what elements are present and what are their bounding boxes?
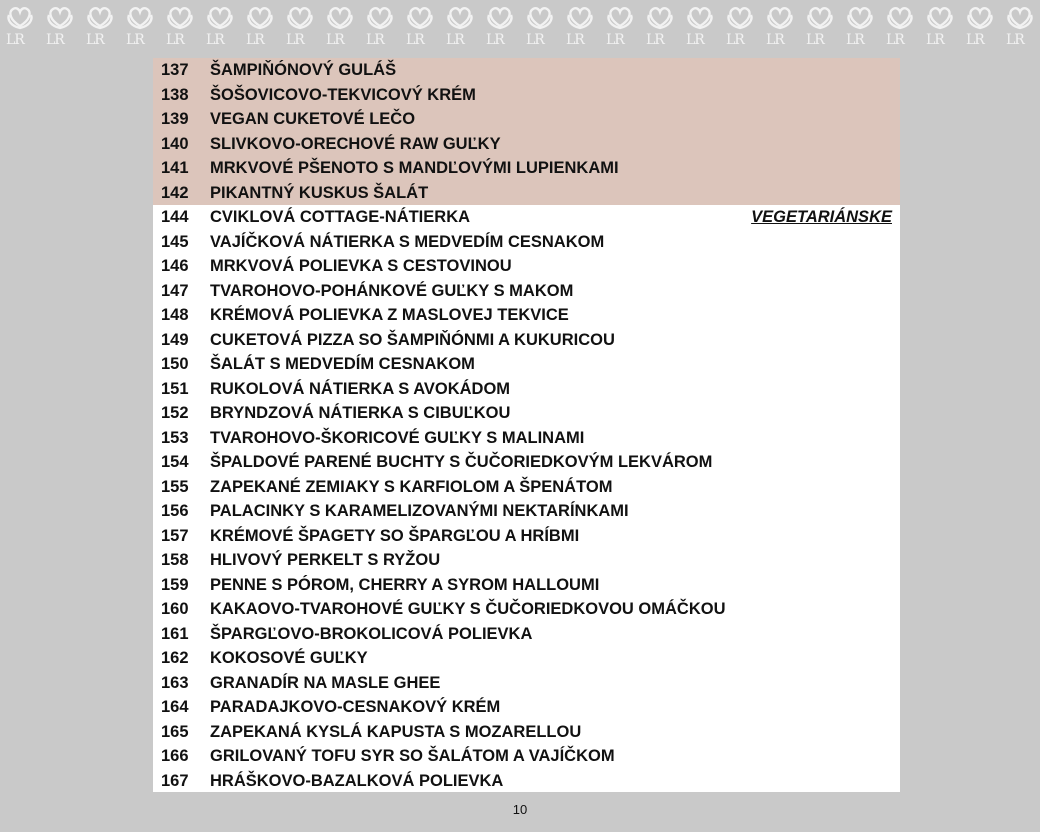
recipe-number: 162	[161, 649, 189, 667]
recipe-row	[153, 132, 900, 157]
recipe-row	[153, 181, 900, 206]
recipe-number: 164	[161, 698, 189, 716]
lr-logo-text: LR	[486, 32, 504, 48]
page-number: 10	[512, 802, 528, 817]
recipe-row	[153, 328, 900, 353]
recipe-row	[153, 450, 900, 475]
recipe-number: 167	[161, 771, 189, 790]
recipe-number: 142	[161, 183, 189, 202]
recipe-number: 161	[161, 624, 189, 643]
recipe-number: 153	[161, 428, 189, 447]
recipe-number: 145	[161, 232, 189, 251]
lr-logo-text: LR	[566, 32, 584, 48]
recipe-name: ŠPALDOVÉ PARENÉ BUCHTY S ČUČORIEDKOVÝM LEKVÁROM	[210, 453, 713, 471]
recipe-row	[153, 254, 900, 279]
lr-logo-text: LR	[286, 32, 304, 48]
recipe-row	[153, 279, 900, 304]
lr-logo-icon	[880, 0, 920, 52]
recipe-name: PARADAJKOVO-CESNAKOVÝ KRÉM	[210, 698, 501, 716]
lr-logo-icon	[160, 0, 200, 52]
recipe-row	[153, 769, 900, 794]
recipe-row	[153, 303, 900, 328]
lr-logo-text: LR	[126, 32, 144, 48]
lr-logo-text: LR	[206, 32, 224, 48]
recipe-number: 156	[161, 502, 189, 520]
recipe-name: KRÉMOVÉ ŠPAGETY SO ŠPARGĽOU A HRÍBMI	[210, 526, 580, 545]
recipe-row	[153, 475, 900, 500]
recipe-row	[153, 58, 900, 83]
lr-logo-icon	[840, 0, 880, 52]
lr-logo-text: LR	[846, 32, 864, 48]
lr-logo-icon	[960, 0, 1000, 52]
lr-logo-text: LR	[1006, 32, 1024, 48]
recipe-name: ŠOŠOVICOVO-TEKVICOVÝ KRÉM	[210, 85, 476, 104]
recipe-name: ŠALÁT S MEDVEDÍM CESNAKOM	[210, 355, 475, 373]
recipe-row	[153, 548, 900, 573]
recipe-row	[153, 695, 900, 720]
recipe-number: 163	[161, 673, 189, 692]
lr-logo-icon	[520, 0, 560, 52]
recipe-name: CVIKLOVÁ COTTAGE-NÁTIERKA	[210, 208, 471, 226]
header-logo-banner	[0, 0, 1040, 52]
lr-logo-icon	[280, 0, 320, 52]
recipe-name: ZAPEKANÁ KYSLÁ KAPUSTA S MOZARELLOU	[210, 722, 582, 741]
recipe-number: 149	[161, 330, 189, 349]
recipe-name: RUKOLOVÁ NÁTIERKA S AVOKÁDOM	[210, 379, 511, 398]
recipe-name: TVAROHOVO-ŠKORICOVÉ GUĽKY S MALINAMI	[210, 428, 585, 447]
lr-logo-icon	[0, 0, 40, 52]
lr-logo-text: LR	[686, 32, 704, 48]
recipe-row	[153, 720, 900, 745]
recipe-name: PENNE S PÓROM, CHERRY A SYROM HALLOUMI	[210, 575, 600, 594]
recipe-number: 141	[161, 159, 189, 177]
recipe-row	[153, 671, 900, 696]
recipe-number: 154	[161, 453, 189, 471]
lr-logo-text: LR	[246, 32, 264, 48]
recipe-row	[153, 426, 900, 451]
recipe-number: 138	[161, 85, 189, 104]
recipe-name: BRYNDZOVÁ NÁTIERKA S CIBUĽKOU	[210, 404, 511, 422]
lr-logo-icon	[120, 0, 160, 52]
lr-logo-text: LR	[886, 32, 904, 48]
lr-logo-icon	[320, 0, 360, 52]
lr-logo-icon	[360, 0, 400, 52]
recipe-name: KRÉMOVÁ POLIEVKA Z MASLOVEJ TEKVICE	[210, 306, 569, 324]
recipe-number: 155	[161, 477, 189, 496]
lr-logo-text: LR	[766, 32, 784, 48]
lr-logo-text: LR	[46, 32, 64, 48]
recipe-number: 151	[161, 379, 189, 398]
lr-logo-text: LR	[366, 32, 384, 48]
lr-logo-text: LR	[6, 32, 24, 48]
recipe-list	[153, 58, 900, 793]
recipe-number: 160	[161, 600, 189, 618]
recipe-name: KAKAOVO-TVAROHOVÉ GUĽKY S ČUČORIEDKOVOU OMÁČKOU	[210, 600, 726, 618]
recipe-number: 140	[161, 134, 189, 153]
recipe-number: 137	[161, 61, 189, 79]
recipe-row	[153, 83, 900, 108]
lr-logo-text: LR	[86, 32, 104, 48]
recipe-row	[153, 499, 900, 524]
recipe-name: PALACINKY S KARAMELIZOVANÝMI NEKTARÍNKAMI	[210, 502, 629, 520]
recipe-name: MRKVOVÉ PŠENOTO S MANDĽOVÝMI LUPIENKAMI	[210, 159, 619, 177]
lr-logo-text: LR	[966, 32, 984, 48]
recipe-number: 152	[161, 404, 189, 422]
lr-logo-text: LR	[606, 32, 624, 48]
recipe-name: TVAROHOVO-POHÁNKOVÉ GUĽKY S MAKOM	[210, 281, 574, 300]
recipe-name: ŠAMPIŇÓNOVÝ GULÁŠ	[210, 61, 397, 79]
recipe-row	[153, 205, 900, 230]
recipe-row	[153, 597, 900, 622]
recipe-name: GRILOVANÝ TOFU SYR SO ŠALÁTOM A VAJÍČKOM	[210, 747, 615, 765]
recipe-number: 144	[161, 208, 189, 226]
lr-logo-icon	[640, 0, 680, 52]
recipe-row	[153, 377, 900, 402]
recipe-name: PIKANTNÝ KUSKUS ŠALÁT	[210, 183, 429, 202]
recipe-name: KOKOSOVÉ GUĽKY	[210, 649, 368, 667]
lr-logo-icon	[600, 0, 640, 52]
recipe-name: ZAPEKANÉ ZEMIAKY S KARFIOLOM A ŠPENÁTOM	[210, 477, 613, 496]
recipe-name: HLIVOVÝ PERKELT S RYŽOU	[210, 551, 441, 569]
lr-logo-text: LR	[926, 32, 944, 48]
recipe-number: 166	[161, 747, 189, 765]
recipe-row	[153, 573, 900, 598]
lr-logo-text: LR	[646, 32, 664, 48]
lr-logo-icon	[560, 0, 600, 52]
lr-logo-text: LR	[806, 32, 824, 48]
recipe-row	[153, 156, 900, 181]
lr-logo-text: LR	[526, 32, 544, 48]
recipe-row	[153, 622, 900, 647]
recipe-number: 146	[161, 257, 189, 275]
recipe-row	[153, 352, 900, 377]
recipe-row	[153, 401, 900, 426]
lr-logo-icon	[800, 0, 840, 52]
lr-logo-text: LR	[446, 32, 464, 48]
document-page	[153, 58, 900, 792]
recipe-name: MRKVOVÁ POLIEVKA S CESTOVINOU	[210, 257, 512, 275]
lr-logo-icon	[40, 0, 80, 52]
lr-logo-icon	[480, 0, 520, 52]
lr-logo-icon	[920, 0, 960, 52]
lr-logo-icon	[720, 0, 760, 52]
recipe-row	[153, 524, 900, 549]
lr-logo-text: LR	[406, 32, 424, 48]
recipe-row	[153, 230, 900, 255]
lr-logo-icon	[240, 0, 280, 52]
lr-logo-icon	[200, 0, 240, 52]
lr-logo-icon	[440, 0, 480, 52]
lr-logo-icon	[680, 0, 720, 52]
lr-logo-text: LR	[326, 32, 344, 48]
recipe-row	[153, 744, 900, 769]
category-label: VEGETARIÁNSKE	[751, 208, 892, 226]
recipe-name: HRÁŠKOVO-BAZALKOVÁ POLIEVKA	[210, 771, 504, 790]
recipe-number: 147	[161, 281, 189, 300]
recipe-name: ŠPARGĽOVO-BROKOLICOVÁ POLIEVKA	[210, 624, 533, 643]
recipe-row	[153, 107, 900, 132]
recipe-number: 148	[161, 306, 189, 324]
lr-logo-icon	[400, 0, 440, 52]
recipe-number: 159	[161, 575, 189, 594]
recipe-number: 150	[161, 355, 189, 373]
recipe-name: VEGAN CUKETOVÉ LEČO	[210, 110, 416, 128]
recipe-number: 139	[161, 110, 189, 128]
lr-logo-text: LR	[166, 32, 184, 48]
recipe-name: SLIVKOVO-ORECHOVÉ RAW GUĽKY	[210, 134, 501, 153]
lr-logo-text: LR	[726, 32, 744, 48]
recipe-number: 158	[161, 551, 189, 569]
recipe-name: CUKETOVÁ PIZZA SO ŠAMPIŇÓNMI A KUKURICOU	[210, 330, 615, 349]
recipe-number: 157	[161, 526, 189, 545]
recipe-number: 165	[161, 722, 189, 741]
recipe-name: GRANADÍR NA MASLE GHEE	[210, 673, 441, 692]
recipe-row	[153, 646, 900, 671]
lr-logo-icon	[760, 0, 800, 52]
lr-logo-icon	[80, 0, 120, 52]
recipe-name: VAJÍČKOVÁ NÁTIERKA S MEDVEDÍM CESNAKOM	[210, 232, 605, 251]
lr-logo-icon	[1000, 0, 1040, 52]
